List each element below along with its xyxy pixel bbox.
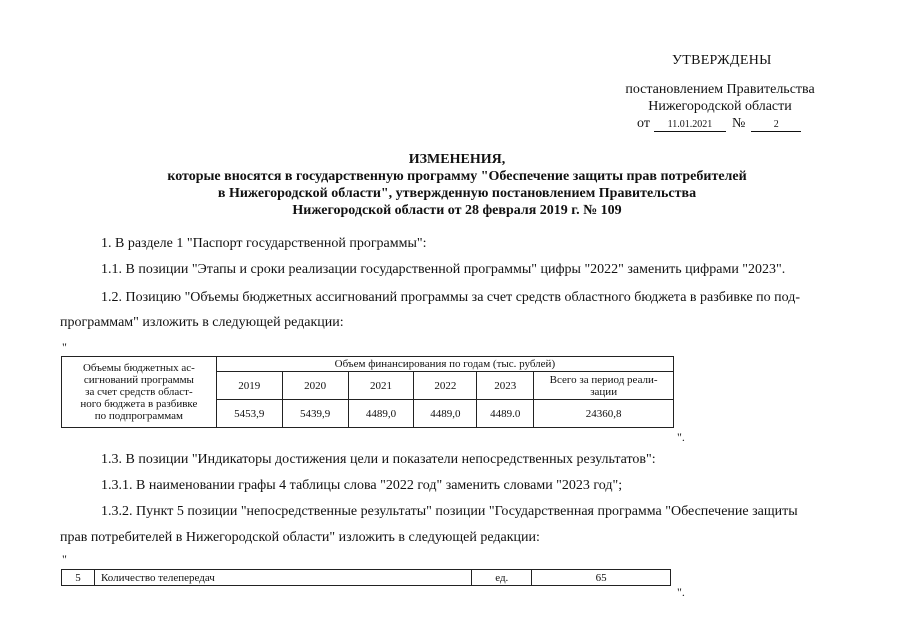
table-cell: 5439,9 xyxy=(282,400,348,428)
table-row-header: Объемы бюджетных ас- сигнований программы за счет средств област- ного бюджета в разбивке по подпрограммам xyxy=(62,357,217,428)
paragraph-1-1: 1.1. В позиции "Этапы и сроки реализации государственной программы" цифры "2022" заменить цифрами "2023". xyxy=(101,262,786,277)
paragraph-1-3-2-line-1: 1.3.2. Пункт 5 позиции "непосредственные результаты" позиции "Государственная программа "Обеспечение защиты xyxy=(101,504,798,519)
table-row xyxy=(62,570,671,586)
quote-open: " xyxy=(62,340,67,354)
decree-date-line xyxy=(637,116,801,132)
table-cell-value: 65 xyxy=(532,570,671,586)
decree-reference xyxy=(560,81,880,115)
table-cell-unit: ед. xyxy=(472,570,532,586)
decree-number: 2 xyxy=(751,119,801,132)
paragraph-1: 1. В разделе 1 "Паспорт государственной программы": xyxy=(101,236,427,251)
table-total-cell: 24360,8 xyxy=(534,400,674,428)
table-column-header: 2020 xyxy=(282,372,348,400)
indicator-table xyxy=(61,569,671,586)
approved-label: УТВЕРЖДЕНЫ xyxy=(672,53,772,68)
paragraph-1-3-1: 1.3.1. В наименовании графы 4 таблицы слова "2022 год" заменить словами "2023 год"; xyxy=(101,478,623,493)
decree-line-2: Нижегородской области xyxy=(648,99,792,114)
date-prefix: от xyxy=(637,116,650,131)
table-cell-number: 5 xyxy=(62,570,95,586)
table-column-header: 2019 xyxy=(216,372,282,400)
table-cell-text: Количество телепередач xyxy=(94,570,471,586)
table-column-header: 2023 xyxy=(477,372,534,400)
quote-close: ". xyxy=(677,585,685,599)
quote-open: " xyxy=(62,552,67,566)
table-cell: 4489,0 xyxy=(348,400,414,428)
table-column-header: 2021 xyxy=(348,372,414,400)
paragraph-1-3-2-line-2: прав потребителей в Нижегородской области" изложить в следующей редакции: xyxy=(60,530,540,545)
document-title xyxy=(60,151,854,219)
table-group-header: Объем финансирования по годам (тыс. рублей) xyxy=(216,357,673,372)
title-line-2: которые вносятся в государственную программу "Обеспечение защиты прав потребителей xyxy=(167,169,747,184)
table-cell: 4489.0 xyxy=(477,400,534,428)
table-cell: 4489,0 xyxy=(414,400,477,428)
table-column-header: 2022 xyxy=(414,372,477,400)
paragraph-1-3: 1.3. В позиции "Индикаторы достижения цели и показатели непосредственных результатов": xyxy=(101,452,656,467)
quote-close: ". xyxy=(677,430,685,444)
decree-line-1: постановлением Правительства xyxy=(625,82,815,97)
table-cell: 5453,9 xyxy=(216,400,282,428)
title-line-4: Нижегородской области от 28 февраля 2019 г. № 109 xyxy=(292,203,622,218)
budget-table xyxy=(61,356,674,428)
number-sign: № xyxy=(731,116,746,131)
title-line-3: в Нижегородской области", утвержденную постановлением Правительства xyxy=(217,186,697,201)
paragraph-1-2-line-2: программам" изложить в следующей редакции: xyxy=(60,315,344,330)
paragraph-1-2-line-1: 1.2. Позицию "Объемы бюджетных ассигнований программы за счет средств областного бюджета в разбивке по под- xyxy=(101,290,801,305)
table-total-header: Всего за период реали- зации xyxy=(534,372,674,400)
title-line-1: ИЗМЕНЕНИЯ, xyxy=(408,152,506,167)
decree-date: 11.01.2021 xyxy=(654,119,726,132)
